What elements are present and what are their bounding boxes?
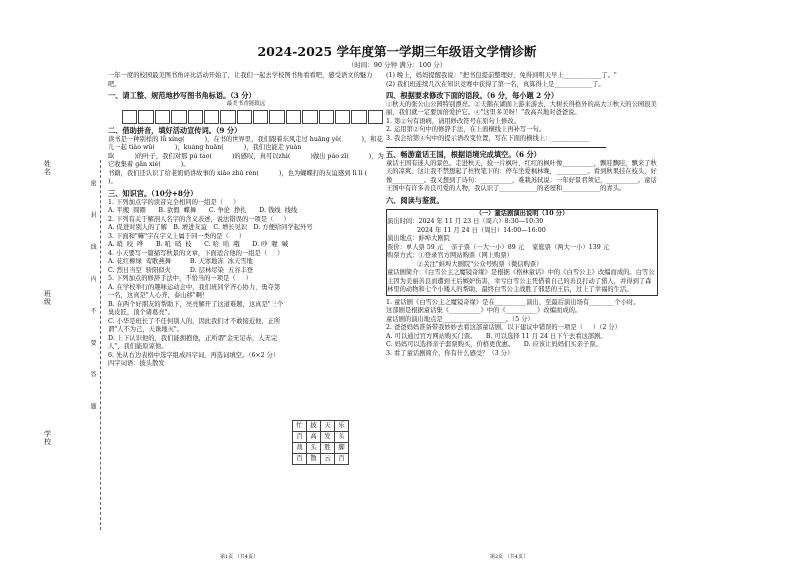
question-6: 6. 先从右边表格中选字组成四字词，再选词填空。（6×2 分） [108,351,280,359]
question-1-options: A. 平搬 圆圈 B. 欲假 蝶舞 C. 争论 挣扎 D. 钱线 线线 [108,207,298,215]
section-4-q3: 3. 我会给第④句中的提示语改变位置，写在下面的横线上：____________ [386,134,590,142]
reading-q2: 2. 爸爸妈妈准备带我妙妙去看这部童话剧，以下建议中错误的一项是（ ）（2 分） [386,324,621,332]
pinyin-para-2: lǐ( )的叶子，我们对那 pú tao( )的感叹，真可以zhì( )做出 páo zǐ( )，为它收集着 gǎn xiè( )。 [108,152,384,169]
pinyin-para-3: 书籍，我们还认识了给老奶奶讲故事的 xiǎo zhǔ rén( )，也为蝴蝶打的友谊感到 lì lì ( )。 [108,169,388,186]
reading-line-3: 演出地点：蚌埠大剧院 [387,235,450,243]
section-4-passage: ①秋天的张公山公园特别漂亮。②天鹅在湖面上游来游去，大树长得格外的高大③秋天的公园很美丽，我们就一定要加倍爱护它。④"这里多美呀！"我高兴地对爸爸说。 [386,100,657,117]
margin-school-label: 学校 [43,430,52,446]
reading-line-1: 演出时间：2024 年 11 月 23 日（周六）8:30—10:30 [387,218,544,226]
question-5-option-c: C. 小华是班长了不任何别人的，因此我们才不敢接近他，正所谓"人不为己，天诛地灭"。 [108,317,281,334]
question-1: 1. 下列加点字的读音完全相同的一组是（ ） [108,198,240,206]
question-5: 5. 下列加点的修辞手法中，不恰当的一项是（ ） [108,275,252,283]
section-2-heading: 二、借助拼音，填好活动宣传词。（9 分） [108,126,242,136]
section-4-q1: 1. 第②句有语病，请用修改符号在原句上修改。 [386,117,520,125]
seal-line-text: 密 封 线 内 不 要 答 题 [89,180,97,422]
reading-box [386,209,658,296]
pinyin-para-1: 读书是一种别样的 lǚ xíng( )，在书的世界里，我们跟着东风走过 huāng yě( )，和花儿一起 tiào wǔ( )，kuáng huān( )，我们也能走 yuàn [108,135,383,152]
margin-name-label: 姓名 [43,160,52,176]
reading-q1c: 童话剧的演出地点是____________________。（5 分） [386,315,534,323]
question-3-options: A. 哨 咬 哗 B. 吼 哨 枝 C. 哈 哈 哦 D. 吵 喔 喊 [108,241,288,249]
question-5-option-a: A. 在学校举行的趣味运动会中，我们班同学齐心协力，勇夺第一名，这真是"人心齐，泰山移"啊！ [108,283,281,300]
section-4-heading: 四、根据要求修改下面的语段。（6 分，每小题 2 分） [386,91,559,100]
question-5-option-d: D. 上下认识他的，我们能拥抱他，正所谓"金无足赤，人无完人"，我们能原谅他。 [108,334,278,351]
question-4: 4. 小天要写一篇描写秋景的文章，下面适合他的一组是（ ） [108,249,284,257]
question-2: 2. 下列有关于解剖人名字的含义表述，说法错误的一项是（ ） [108,215,290,223]
question-3: 3. 下面和"嘛"字在字义上属于同一类的是（ ） [108,232,246,240]
fill-sentence-2: (2) 我们班连续几次在知识竞赛中获得了第一名，真算得上是____________了。 [386,80,605,88]
answer-line[interactable] [386,147,606,148]
question-2-options: A. 促进对别人的了解 B. 增进友谊 C. 增长见识 D. 方便给同学起外号 [108,224,313,232]
reading-q1b: 这部剧是根据童话集《__________》中的《__________》改编而成的。 [386,307,582,315]
reading-q2-options-ab: A. 可以通过官方网站购买门票。 B. 可以选择 11 月 24 日下午去看这部剧。 [386,332,607,340]
reading-line-2: 2024 年 11 月 24 日（周日）14:00—16:00 [417,226,546,234]
section-6-heading: 六、阅读与鉴赏。 [386,195,444,205]
reading-title: （一）童话剧演出说明（10 分） [475,209,569,217]
reading-line-6: ②关注"蚌埠大剧院"公众号购票（微信购票） [417,260,543,268]
motto-text: 最美书香能致远 [226,100,266,107]
binding-margin [38,140,108,520]
seal-line [100,160,101,530]
exam-subtitle: （时间：90 分钟 满分：100 分） [347,61,447,69]
section-5-passage: 童话王国有迷人的景色。走进秋天，捡一片枫叶，红红的枫叶像__________，飘哇飘哇，飘来了秋天的凉爽。这让我不禁想起了杜牧笔下的：停车坐爱枫林晚，__________。看到秋果挂在枝头，好像__________。我又想到了诗句：__________，难栽苏轼说：一年好景君须记，__________。童话王国中有许多善良可爱的人物，我认识了____________的老屋和____________的青头。 [386,159,657,193]
question-4-options-ab: A. 花红柳绿 莺歌燕舞 B. 天寒地冻 冰天雪地 [108,258,253,266]
character-grid: 忙 披 天 乐 百 高 发 头 战 头 胜 脚 百 散 云 百 [292,420,349,465]
section-4-q2: 2. 运用第②句中的修辞手法，在上面横线上再补写一句。 [386,126,546,134]
page-1-footer: 第1页 （共4页） [220,554,258,560]
section-1-heading: 一、请工整、规范地抄写图书角标语。（3 分） [108,91,256,100]
question-4-options-cd: C. 烈日当空 骄阳似火 D. 层林尽染 五谷丰登 [108,266,254,274]
page-left [108,72,388,369]
exam-title: 2024-2025 学年度第一学期三年级语文学情诊断 [257,44,537,59]
margin-class-label: 班级 [43,290,52,306]
page-right [386,72,658,358]
reading-q3: 3. 看了童话剧简介，你有什么感受？（3 分） [386,349,514,357]
intro-text: 一年一度的校园最美图书角评比活动开始了，让我们一起去学校图书角看看吧，感受语文的魅力吧。 [108,72,373,88]
fill-sentence-1: (1) 晚上，妈妈提醒我说："把书包提前整理好，免得到明天早上____________了。" [386,72,617,79]
reading-line-7: 童话剧简介：《白雪公主之魔镜奇缘》是根据《格林童话》中的《白雪公主》改编而成的。白雪公主因为美丽善良而遭到王后嫉妒伤害，幸亏白雪公主凭借着自己的善良打动了猎人，并得到了森林里的动物和七个小矮人的帮助，最终白雪公主战胜了邪恶的王后，过上了幸福的生活。 [387,269,655,294]
reading-line-4: 票价：单人票 59 元 亲子票（一大一小）89 元 家庭票（两大一小）139 元 [387,243,610,251]
reading-q1: 1. 童话剧《白雪公主之魔镜奇缘》是在__________演出，至最后演出场有________个小时。 [386,298,640,306]
page-2-footer: 第2页 （共4页） [490,554,528,560]
question-5-option-b: B. 在两个好朋友的帮助下，亮亮解开了这道难题，这真是"三个臭皮匠，顶个诸葛亮"。 [108,300,284,317]
reading-q2-options-cd: C. 妈妈可以选择亲子套票购买，价格更优惠。 D. 应该让妈妈们买亲子票。 [386,341,602,349]
question-6-words: 四字词语：披头散发 [108,360,165,368]
reading-line-5: 购票方式：①登录官方网站购票（网上购票） [387,252,513,260]
section-5-heading: 五、畅游童话王国，根据语境完成填空。（6 分） [386,150,541,160]
writing-grid[interactable] [122,110,384,124]
section-3-heading: 三、知识宫。（10分+8分） [108,188,198,198]
